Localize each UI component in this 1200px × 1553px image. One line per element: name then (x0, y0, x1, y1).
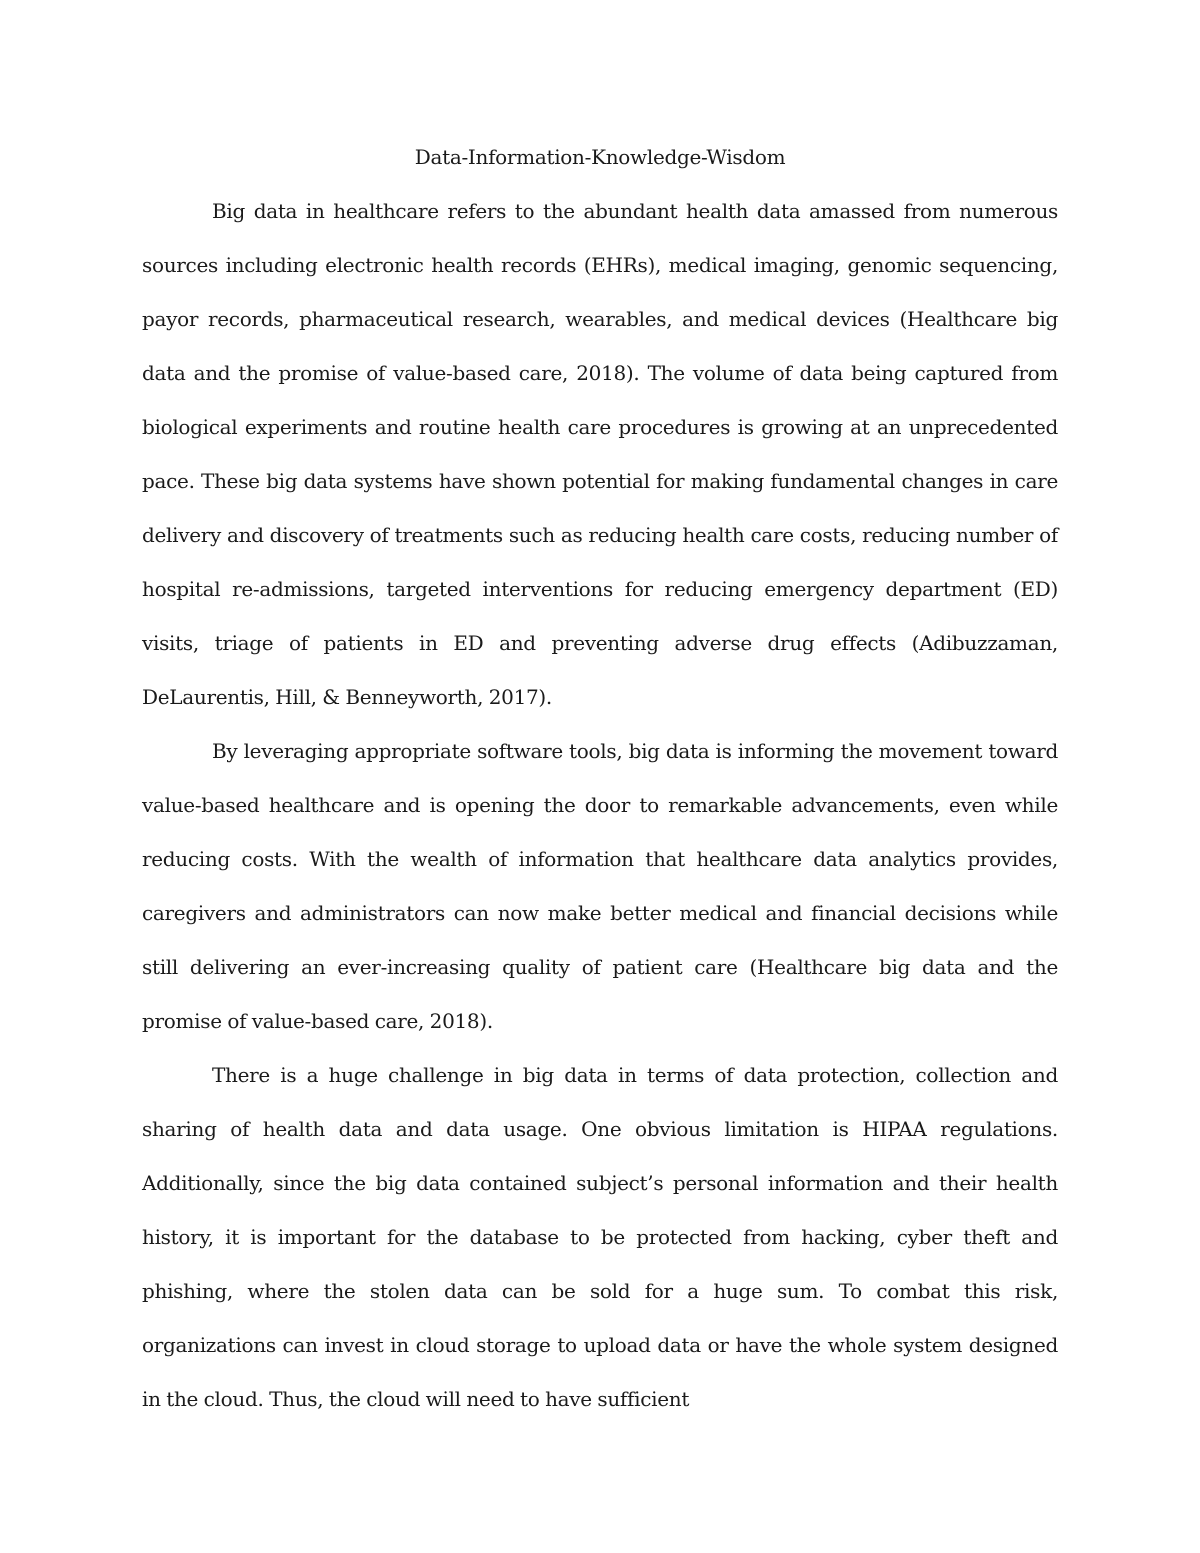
paragraph-2: By leveraging appropriate software tools, big data is informing the movement toward value-based healthcare and is opening the door to remarkable advancements, even while reducing costs. With the wealth of information that healthcare data analytics provides, caregivers and administrators can now make better medical and financial decisions while still delivering an ever-increasing quality of patient care (Healthcare big data and the promise of value-based care, 2018). (142, 739, 1058, 1033)
document-body (142, 130, 1058, 1426)
paragraph-3: There is a huge challenge in big data in terms of data protection, collection and sharing of health data and data usage. One obvious limitation is HIPAA regulations. Additionally, since the big data contained subject’s personal information and their health history, it is important for the database to be protected from hacking, cyber theft and phishing, where the stolen data can be sold for a huge sum. To combat this risk, organizations can invest in cloud storage to upload data or have the whole system designed in the cloud. Thus, the cloud will need to have sufficient (142, 1063, 1058, 1411)
paragraph-1: Big data in healthcare refers to the abundant health data amassed from numerous sources including electronic health records (EHRs), medical imaging, genomic sequencing, payor records, pharmaceutical research, wearables, and medical devices (Healthcare big data and the promise of value-based care, 2018). The volume of data being captured from biological experiments and routine health care procedures is growing at an unprecedented pace. These big data systems have shown potential for making fundamental changes in care delivery and discovery of treatments such as reducing health care costs, reducing number of hospital re-admissions, targeted interventions for reducing emergency department (ED) visits, triage of patients in ED and preventing adverse drug effects (Adibuzzaman, DeLaurentis, Hill, & Benneyworth, 2017). (142, 199, 1058, 709)
document-title: Data-Information-Knowledge-Wisdom (414, 145, 786, 169)
